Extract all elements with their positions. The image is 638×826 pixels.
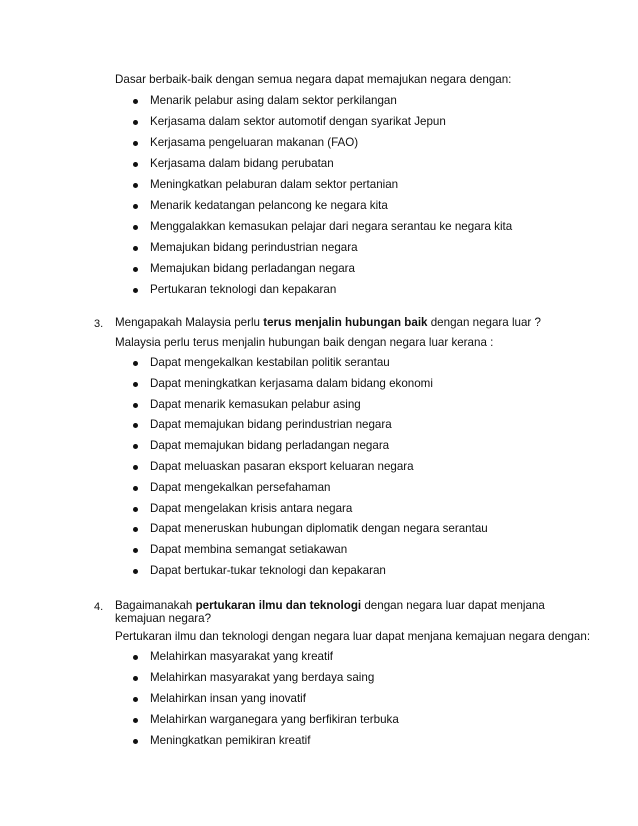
bullet-icon [133, 288, 138, 293]
bullet-icon [133, 718, 138, 723]
question-3-text-pre: Mengapakah Malaysia perlu [115, 316, 264, 329]
bullet-icon [133, 246, 138, 251]
question-4-text-pre: Bagaimanakah [115, 599, 196, 612]
list-item-text: Melahirkan masyarakat yang kreatif [150, 650, 334, 663]
list-item-text: Dapat meneruskan hubungan diplomatik dengan negara serantau [150, 522, 488, 536]
list-item-text: Kerjasama dalam sektor automotif dengan syarikat Jepun [150, 115, 446, 128]
bullet-icon [133, 382, 138, 387]
list-item-text: Dapat meningkatkan kerjasama dalam bidang ekonomi [150, 376, 433, 390]
question-4-text-line2: kemajuan negara? [115, 612, 212, 625]
list-item-text: Dapat mengekalkan kestabilan politik serantau [150, 356, 390, 369]
question-4-text-post: dengan negara luar dapat menjana [361, 599, 545, 612]
question-4-text-bold: pertukaran ilmu dan teknologi [195, 599, 362, 612]
list-item-text: Memajukan bidang perladangan negara [150, 262, 355, 275]
list-item-text: Dapat menarik kemasukan pelabur asing [150, 397, 361, 411]
list-item-text: Menarik kedatangan pelancong ke negara kita [150, 199, 388, 212]
list-item-text: Menggalakkan kemasukan pelajar dari negara serantau ke negara kita [150, 220, 513, 233]
bullet-icon [133, 739, 138, 744]
question-4-number: 4. [94, 601, 104, 613]
bullet-icon [133, 162, 138, 167]
bullet-icon [133, 141, 138, 146]
bullet-icon [133, 444, 138, 449]
list-item-text: Memajukan bidang perindustrian negara [150, 241, 358, 254]
question-3-intro: Malaysia perlu terus menjalin hubungan baik dengan negara luar kerana : [115, 336, 494, 349]
question-3-number: 3. [94, 318, 104, 330]
bullet-icon [133, 486, 138, 491]
list-item-text: Kerjasama dalam bidang perubatan [150, 157, 334, 170]
question-3-text-bold: terus menjalin hubungan baik [263, 316, 428, 329]
bullet-icon [133, 423, 138, 428]
section2-intro: Dasar berbaik-baik dengan semua negara dapat memajukan negara dengan: [115, 73, 512, 86]
list-item-text: Dapat bertukar-tukar teknologi dan kepakaran [150, 563, 386, 577]
bullet-icon [133, 361, 138, 366]
bullet-icon [133, 183, 138, 188]
list-item-text: Meningkatkan pelaburan dalam sektor pertanian [150, 178, 399, 191]
bullet-icon [133, 655, 138, 660]
list-item-text: Menarik pelabur asing dalam sektor perkilangan [150, 94, 397, 107]
list-item-text: Melahirkan warganegara yang berfikiran terbuka [150, 713, 399, 726]
bullet-icon [133, 697, 138, 702]
list-item-text: Melahirkan masyarakat yang berdaya saing [150, 671, 375, 684]
question-3-text-post: dengan negara luar ? [427, 316, 541, 329]
bullet-icon [133, 225, 138, 230]
bullet-icon [133, 527, 138, 532]
list-item-text: Dapat meluaskan pasaran eksport keluaran negara [150, 459, 414, 473]
bullet-icon [133, 548, 138, 553]
bullet-icon [133, 676, 138, 681]
bullet-icon [133, 120, 138, 125]
list-item-text: Meningkatkan pemikiran kreatif [150, 734, 311, 747]
bullet-icon [133, 507, 138, 512]
bullet-icon [133, 465, 138, 470]
bullet-icon [133, 403, 138, 408]
list-item-text: Kerjasama pengeluaran makanan (FAO) [150, 136, 359, 149]
list-item-text: Dapat mengelakan krisis antara negara [150, 501, 353, 515]
question-4-text [115, 599, 545, 613]
list-item-text: Dapat memajukan bidang perladangan negara [150, 439, 390, 453]
list-item-text: Dapat memajukan bidang perindustrian negara [150, 418, 392, 432]
bullet-icon [133, 99, 138, 104]
list-item-text: Dapat membina semangat setiakawan [150, 543, 348, 557]
list-item-text: Dapat mengekalkan persefahaman [150, 480, 331, 494]
question-3-text [115, 316, 541, 330]
bullet-icon [133, 569, 138, 574]
bullet-icon [133, 204, 138, 209]
question-4-intro: Pertukaran ilmu dan teknologi dengan negara luar dapat menjana kemajuan negara dengan: [115, 630, 591, 643]
list-item-text: Melahirkan insan yang inovatif [150, 692, 306, 705]
bullet-icon [133, 267, 138, 272]
list-item-text: Pertukaran teknologi dan kepakaran [150, 283, 337, 296]
